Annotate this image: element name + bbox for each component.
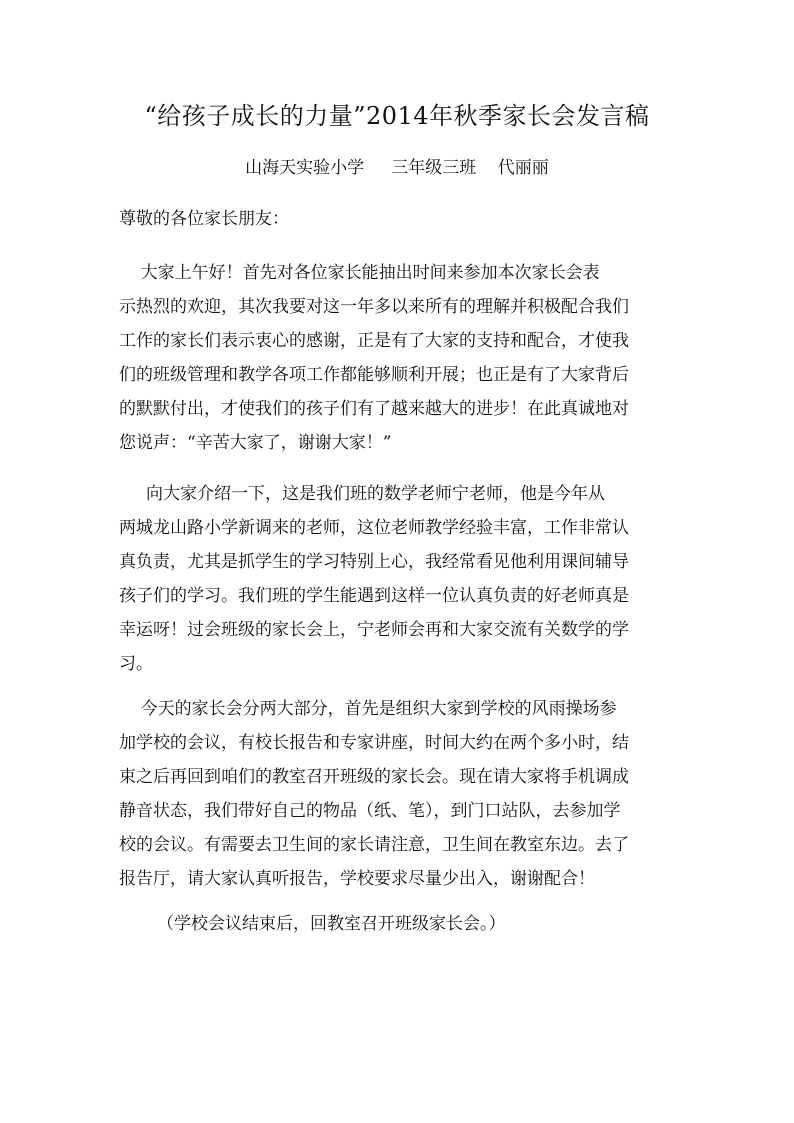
closing-note: （学校会议结束后，回教室召开班级家长会。） [157,914,506,934]
paragraph-line: 报告厅，请大家认真听报告，学校要求尽量少出入，谢谢配合！ [119,869,595,889]
document-title: “给孩子成长的力量”2014年秋季家长会发言稿 [144,102,650,130]
paragraph-line: 您说声：“辛苦大家了，谢谢大家！” [119,433,392,453]
paragraph-schedule [119,692,684,896]
paragraph-line: 真负责，尤其是抓学生的学习特别上心，我经常看见他利用课间辅导 [119,552,629,572]
paragraph-line: 示热烈的欢迎，其次我要对这一年多以来所有的理解并积极配合我们 [119,297,629,317]
paragraph-line: 两城龙山路小学新调来的老师，这位老师教学经验丰富，工作非常认 [119,518,629,538]
document-subtitle: 山海天实验小学 三年级三班 代丽丽 [245,158,549,178]
paragraph-line: 静音状态，我们带好自己的物品（纸、笔），到门口站队，去参加学 [119,801,621,821]
paragraph-line: 幸运呀！过会班级的家长会上，宁老师会再和大家交流有关数学的学 [119,620,629,640]
paragraph-line: 向大家介绍一下，这是我们班的数学老师宁老师，他是今年从 [119,484,606,504]
paragraph-line: 校的会议。有需要去卫生间的家长请注意，卫生间在教室东边。去了 [119,835,629,855]
paragraph-teacher-intro [119,477,684,681]
paragraph-line: 工作的家长们表示衷心的感谢，正是有了大家的支持和配合，才使我 [119,331,629,351]
paragraph-line: 大家上午好！首先对各位家长能抽出时间来参加本次家长会表 [119,263,600,283]
paragraph-line: 今天的家长会分两大部分，首先是组织大家到学校的风雨操场参 [119,699,617,719]
salutation: 尊敬的各位家长朋友： [119,209,289,229]
paragraph-line: 束之后再回到咱们的教室召开班级的家长会。现在请大家将手机调成 [119,767,629,787]
paragraph-line: 习。 [119,654,153,674]
paragraph-line: 们的班级管理和教学各项工作都能够顺利开展；也正是有了大家背后 [119,365,629,385]
paragraph-greeting [119,256,684,460]
paragraph-line: 的默默付出，才使我们的孩子们有了越来越大的进步！在此真诚地对 [119,399,629,419]
paragraph-line: 孩子们的学习。我们班的学生能遇到这样一位认真负责的好老师真是 [119,586,629,606]
paragraph-line: 加学校的会议，有校长报告和专家讲座，时间大约在两个多小时，结 [119,733,629,753]
